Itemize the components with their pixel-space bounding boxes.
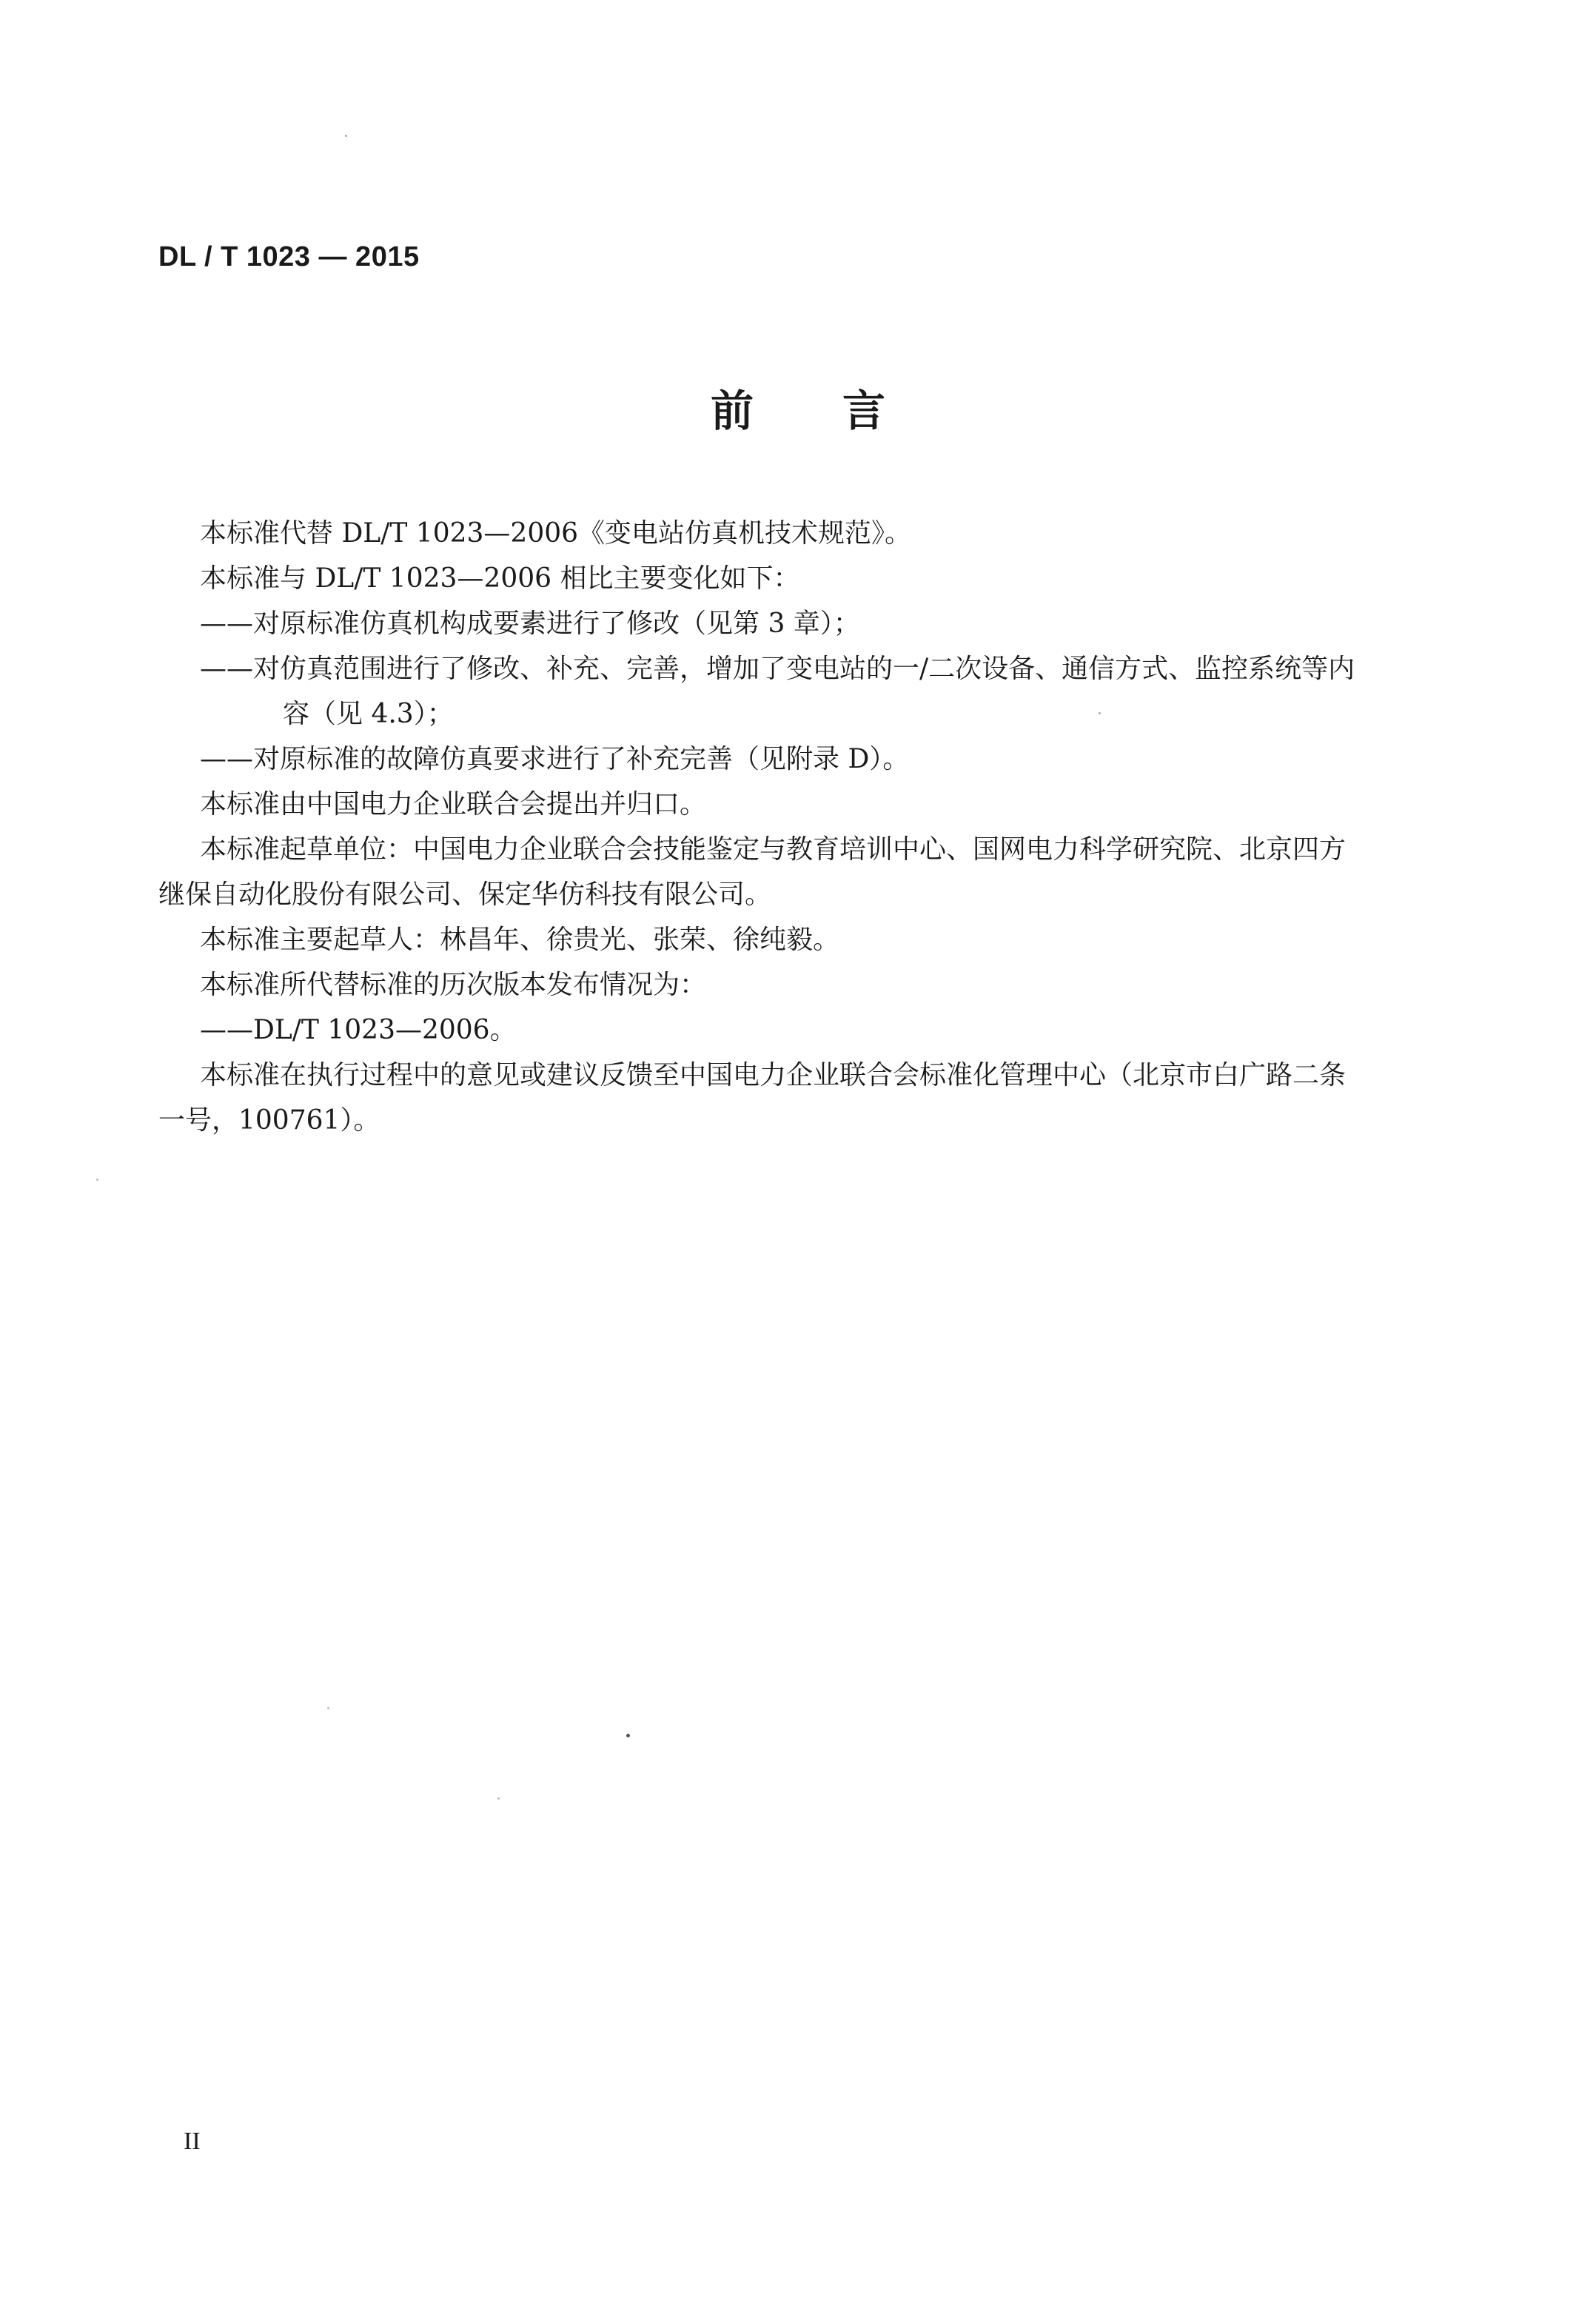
paragraph-replaces: 本标准代替 DL/T 1023—2006《变电站仿真机技术规范》。	[200, 518, 912, 549]
paragraph-feedback-line-2: 一号，100761）。	[158, 1105, 380, 1136]
paragraph-proposer: 本标准由中国电力企业联合会提出并归口。	[200, 789, 707, 819]
scan-speck	[497, 1797, 500, 1800]
paragraph-versions-intro: 本标准所代替标准的历次版本发布情况为：	[200, 970, 707, 1000]
list-item-version: ——DL/T 1023—2006。	[200, 1015, 517, 1045]
page-title: 前言	[710, 386, 974, 436]
document-code: DL / T 1023 — 2015	[158, 241, 420, 272]
scan-speck	[96, 1179, 98, 1181]
list-item-change-3: ——对原标准的故障仿真要求进行了补充完善（见附录 D）。	[200, 744, 910, 774]
scan-speck	[327, 1707, 329, 1709]
scan-speck	[1099, 712, 1101, 714]
paragraph-drafting-units-line-2: 继保自动化股份有限公司、保定华仿科技有限公司。	[158, 879, 772, 910]
list-item-change-2-line-1: ——对仿真范围进行了修改、补充、完善，增加了变电站的一/二次设备、通信方式、监控系统等内	[200, 654, 1355, 684]
paragraph-drafters: 本标准主要起草人：林昌年、徐贵光、张荣、徐纯毅。	[200, 925, 840, 955]
paragraph-feedback-line-1: 本标准在执行过程中的意见或建议反馈至中国电力企业联合会标准化管理中心（北京市白广路二条	[200, 1060, 1347, 1090]
scan-speck	[626, 1734, 630, 1737]
preface-body	[158, 511, 1461, 1143]
list-item-change-2-line-2: 容（见 4.3）；	[283, 699, 454, 729]
list-item-change-1: ——对原标准仿真机构成要素进行了修改（见第 3 章）；	[200, 609, 860, 639]
paragraph-drafting-units-line-1: 本标准起草单位：中国电力企业联合会技能鉴定与教育培训中心、国网电力科学研究院、北京四方	[200, 834, 1347, 865]
page-number: II	[184, 2128, 201, 2155]
paragraph-changes-intro: 本标准与 DL/T 1023—2006 相比主要变化如下：	[200, 563, 800, 594]
scan-speck	[345, 135, 347, 137]
